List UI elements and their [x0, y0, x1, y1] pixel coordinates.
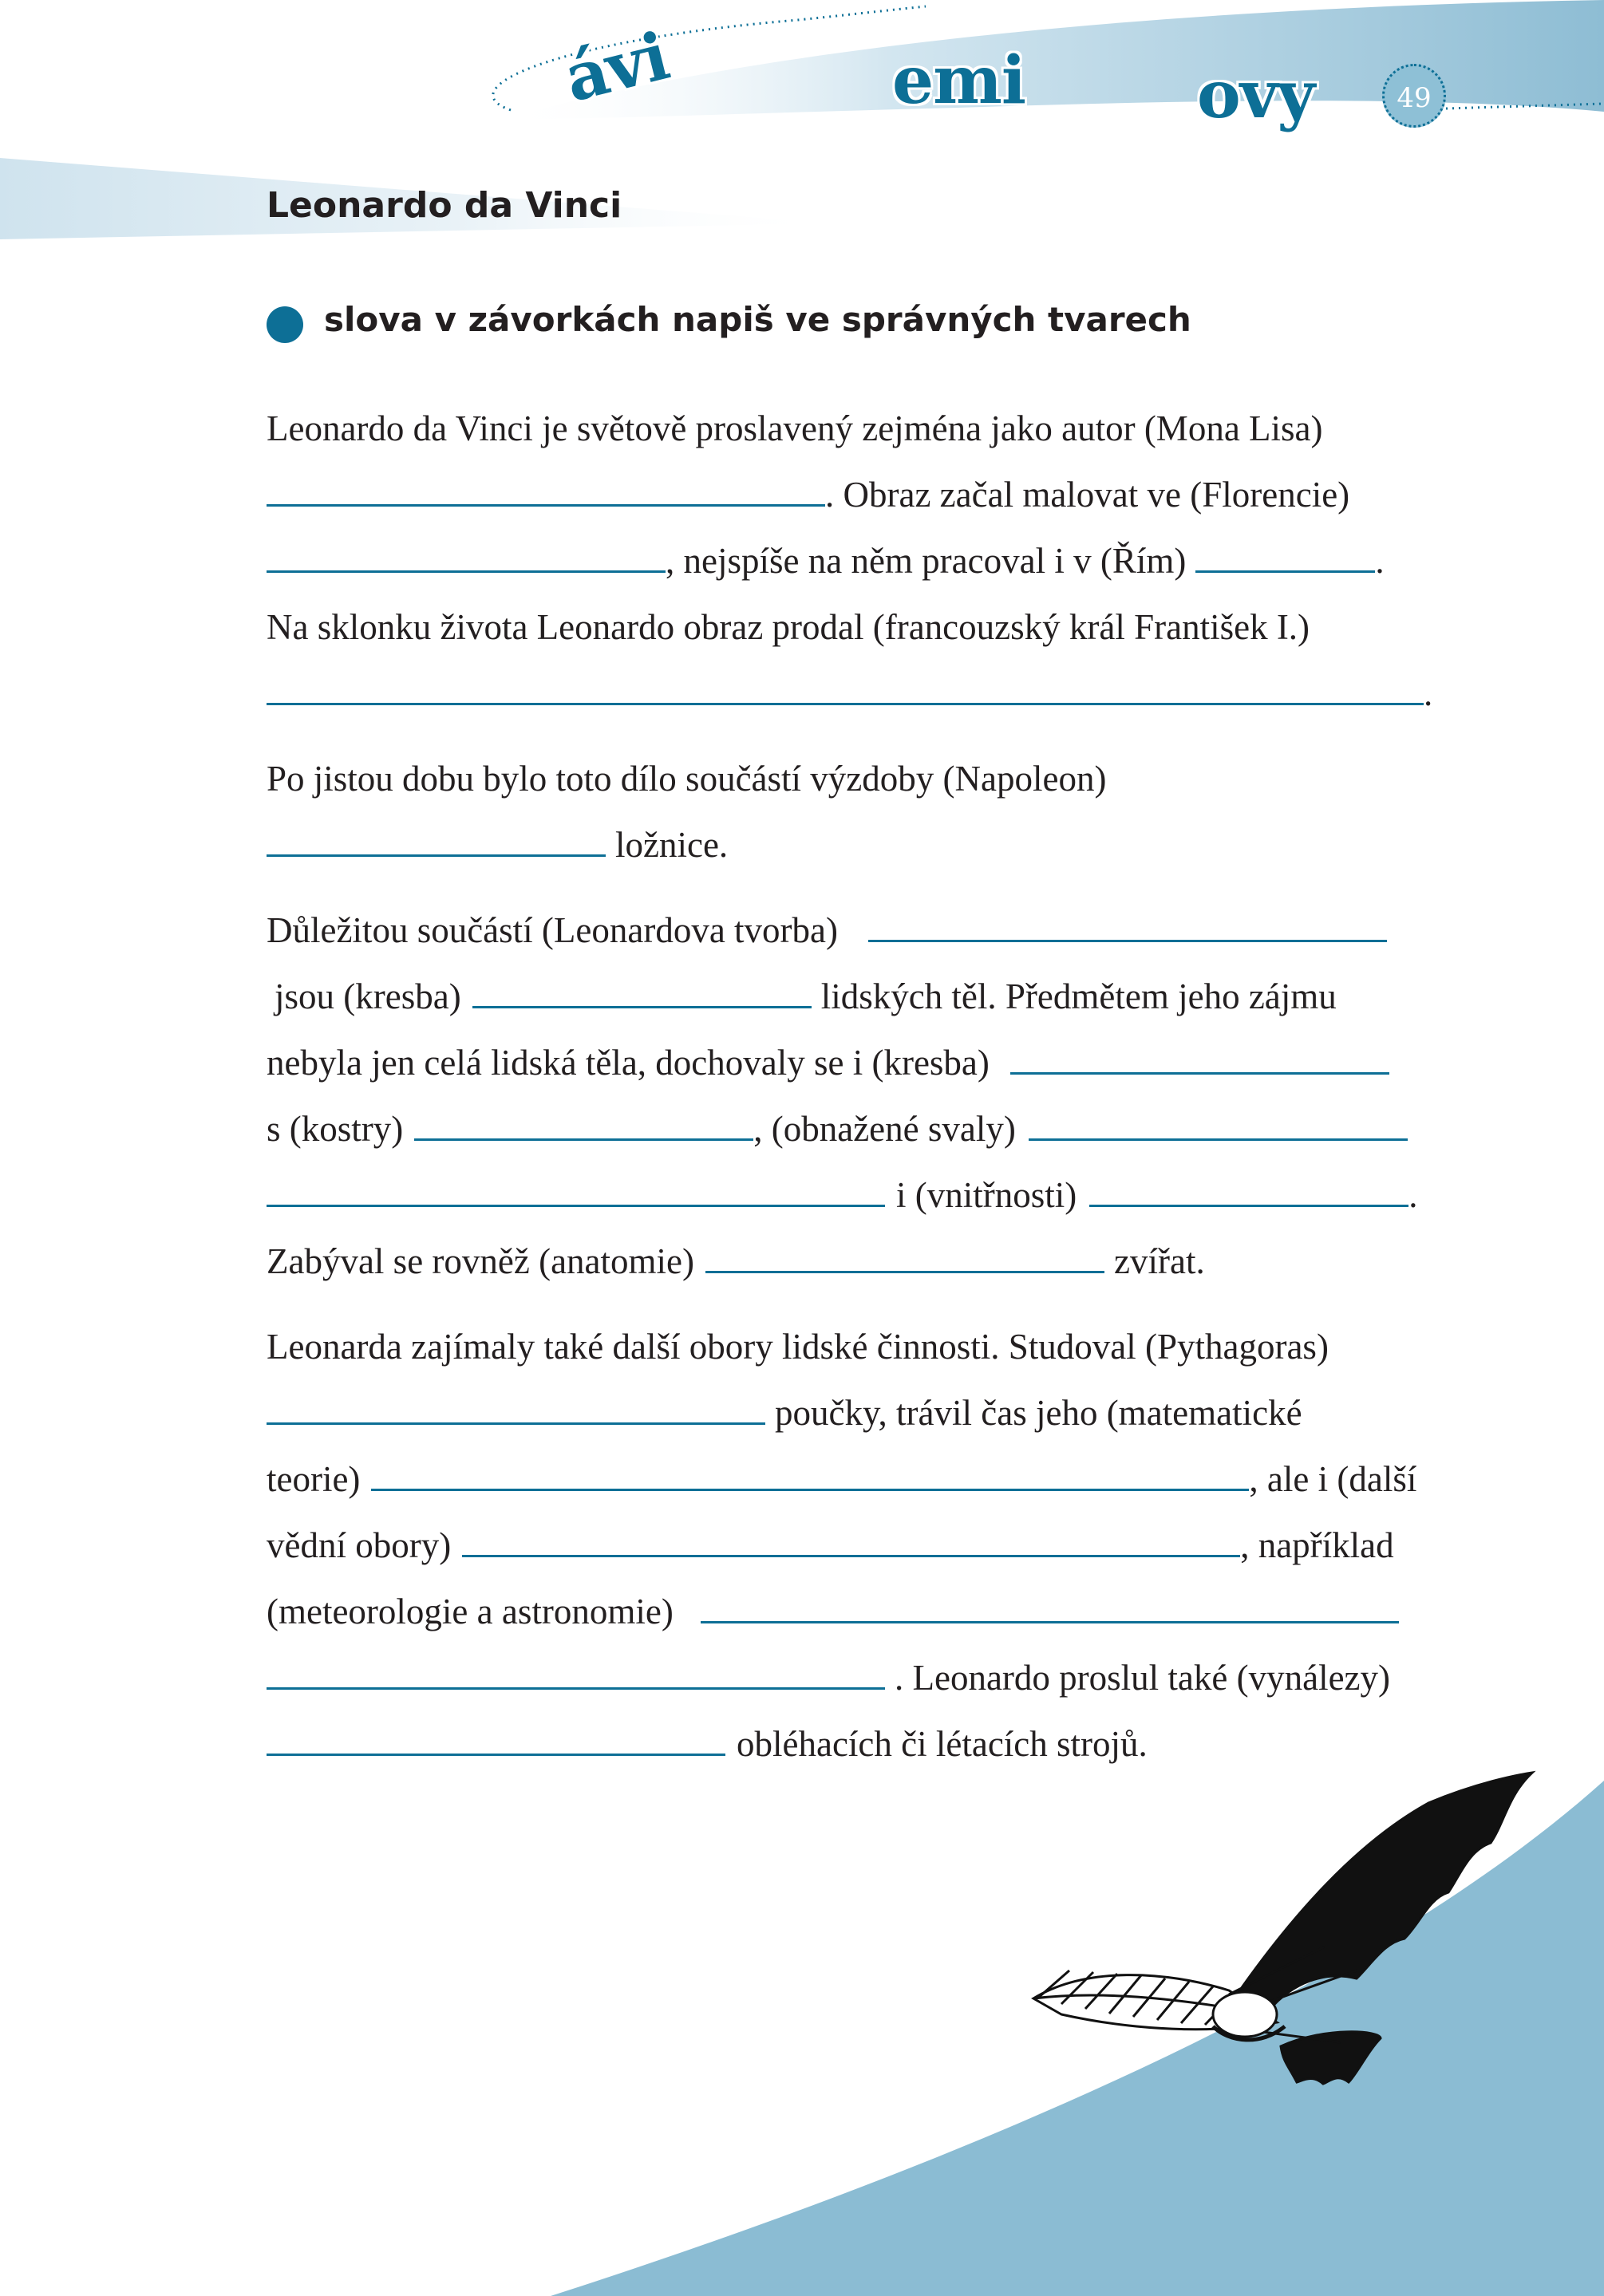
- answer-blank[interactable]: [267, 1646, 885, 1690]
- text-line: [267, 1513, 1448, 1579]
- answer-blank[interactable]: [267, 1163, 885, 1207]
- text-fragment: teorie): [267, 1459, 361, 1499]
- page-title: Leonardo da Vinci: [267, 185, 622, 226]
- text-fragment: ložnice.: [615, 825, 729, 865]
- text-fragment: s (kostry): [267, 1109, 404, 1149]
- text-line: [267, 1030, 1448, 1096]
- text-line: [267, 528, 1448, 594]
- text-line: [267, 1711, 1448, 1777]
- page-number: 49: [1382, 64, 1446, 128]
- text-line: [267, 897, 1448, 964]
- text-line: [267, 1314, 1448, 1380]
- text-fragment: , nejspíše na něm pracoval i v (Řím): [666, 541, 1187, 581]
- text-fragment: obléhacích či létacích strojů.: [737, 1724, 1148, 1764]
- answer-blank[interactable]: [371, 1447, 1249, 1491]
- answer-blank[interactable]: [267, 661, 1424, 705]
- text-fragment: i (vnitřnosti): [896, 1175, 1077, 1215]
- text-line: [267, 1446, 1448, 1513]
- text-line: [267, 396, 1448, 462]
- answer-blank[interactable]: [267, 463, 825, 507]
- text-fragment: lidských těl. Předmětem jeho zájmu: [820, 976, 1337, 1016]
- text-line: [267, 812, 1448, 878]
- answer-blank[interactable]: [701, 1580, 1399, 1623]
- text-fragment: poučky, trávil čas jeho (matematické: [775, 1393, 1302, 1433]
- text-fragment: Leonarda zajímaly také další obory lidské činnosti. Studoval (Pythagoras): [267, 1327, 1329, 1367]
- text-line: [267, 1162, 1448, 1229]
- exercise-text: [267, 396, 1448, 1777]
- text-line: [267, 1579, 1448, 1645]
- answer-blank[interactable]: [267, 1712, 725, 1756]
- text-fragment: . Obraz začal malovat ve (Florencie): [825, 475, 1350, 515]
- answer-blank[interactable]: [414, 1097, 753, 1141]
- text-fragment: , například: [1240, 1525, 1394, 1565]
- text-fragment: zvířat.: [1114, 1241, 1205, 1281]
- text-fragment: nebyla jen celá lidská těla, dochovaly se i (kresba): [267, 1043, 990, 1083]
- text-line: [267, 964, 1448, 1030]
- text-line: [267, 1380, 1448, 1446]
- answer-blank[interactable]: [1010, 1031, 1389, 1075]
- text-line: [267, 1096, 1448, 1162]
- text-line: [267, 1645, 1448, 1711]
- header-word-1: ávi: [557, 18, 676, 117]
- answer-blank[interactable]: [462, 1513, 1240, 1557]
- text-fragment: Na sklonku života Leonardo obraz prodal (francouzský král František I.): [267, 607, 1310, 647]
- answer-blank[interactable]: [868, 898, 1387, 942]
- bullet-icon: [267, 306, 303, 343]
- text-line: [267, 746, 1448, 812]
- answer-blank[interactable]: [267, 1381, 765, 1425]
- text-fragment: vědní obory): [267, 1525, 452, 1565]
- text-line: [267, 462, 1448, 528]
- text-line: [267, 1229, 1448, 1295]
- text-fragment: , (obnažené svaly): [753, 1109, 1016, 1149]
- machine-pilot: [1213, 1992, 1277, 2037]
- text-fragment: .: [1424, 673, 1433, 713]
- answer-blank[interactable]: [1089, 1163, 1408, 1207]
- answer-blank[interactable]: [705, 1229, 1104, 1273]
- answer-blank[interactable]: [267, 529, 666, 573]
- text-fragment: Po jistou dobu bylo toto dílo součástí výzdoby (Napoleon): [267, 759, 1107, 799]
- text-fragment: .: [1375, 541, 1385, 581]
- text-fragment: Leonardo da Vinci je světově proslavený zejména jako autor (Mona Lisa): [267, 408, 1323, 448]
- text-line: [267, 594, 1448, 661]
- header-word-3: ovy: [1197, 57, 1314, 133]
- text-fragment: (meteorologie a astronomie): [267, 1592, 674, 1631]
- text-fragment: Důležitou součástí (Leonardova tvorba): [267, 910, 839, 950]
- text-fragment: , ale i (další: [1249, 1459, 1417, 1499]
- answer-blank[interactable]: [1195, 529, 1375, 573]
- text-fragment: .: [1408, 1175, 1418, 1215]
- answer-blank[interactable]: [472, 965, 812, 1008]
- header-word-2: emi: [892, 42, 1026, 119]
- answer-blank[interactable]: [267, 813, 606, 857]
- text-line: [267, 661, 1448, 727]
- instruction-text: slova v závorkách napiš ve správných tvarech: [324, 300, 1191, 339]
- text-fragment: jsou (kresba): [275, 976, 461, 1016]
- text-fragment: . Leonardo proslul také (vynálezy): [895, 1658, 1391, 1698]
- text-fragment: Zabýval se rovněž (anatomie): [267, 1241, 695, 1281]
- answer-blank[interactable]: [1029, 1097, 1408, 1141]
